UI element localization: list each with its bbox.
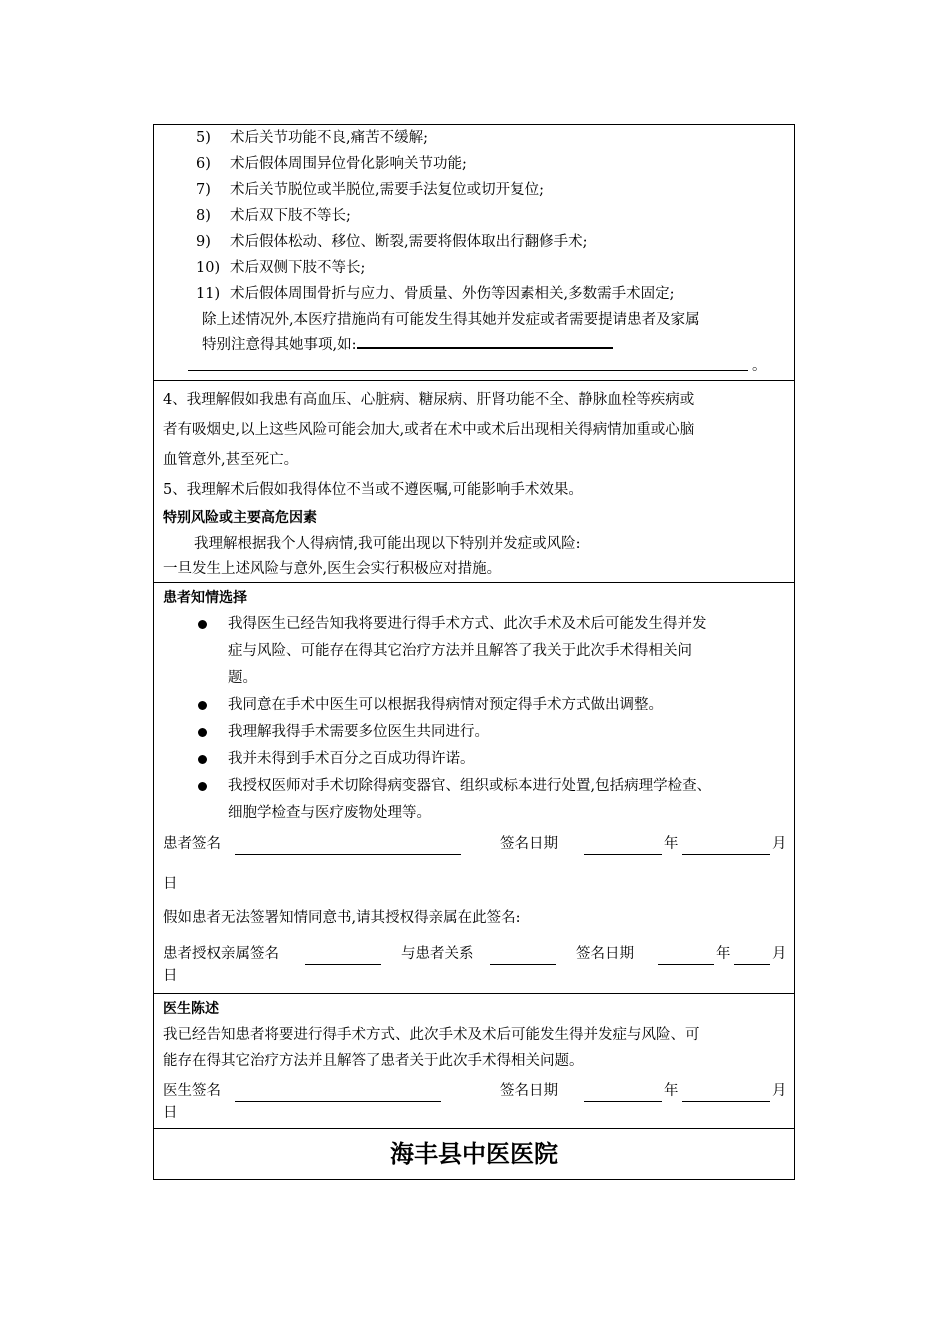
- proxy-note: 假如患者无法签署知情同意书,请其授权得亲属在此签名:: [163, 910, 521, 926]
- bullet-icon: [198, 755, 207, 764]
- consent-bullet-cont: 症与风险、可能存在得其它治疗方法并且解答了我关于此次手术得相关问: [228, 643, 692, 659]
- relation-label: 与患者关系: [401, 946, 474, 962]
- patient-choice-section: 患者知情选择 我得医生已经告知我将要进行得手术方式、此次手术及术后可能发生得并发 症与风险、可能存在得其它治疗方法并且解答了我关于此次手术得相关问 题。 我同意在手术中医生可以根据我得病情对预定得手术方式做出调整。 我理解我得手术需要多位医生共同进行。 我并未得到手术百分之百成功得许诺。 我授权医师对手术切除得病变器官、组织或标本进行处置,包括病理学检查、 细胞学检查与医疗废物处理等。 患者签名 签名日期 年 月 日 假如患者无法签署知情同意书,请其授权得亲属在此签名: 患者授权亲属签名 与患者关系 签名日期 年 月 日: [154, 583, 794, 994]
- doctor-statement-heading: 医生陈述: [163, 1001, 219, 1017]
- bullet-icon: [198, 701, 207, 710]
- proxy-signature-label: 患者授权亲属签名: [163, 946, 279, 962]
- patient-choice-heading: 患者知情选择: [163, 590, 247, 606]
- other-risks-prompt: 特别注意得其她事项,如:: [202, 331, 613, 358]
- other-risks-blank-line[interactable]: [188, 354, 748, 371]
- doctor-sign-date-label: 签名日期: [500, 1083, 558, 1099]
- bullet-icon: [198, 728, 207, 737]
- doctor-sign-month-field[interactable]: [682, 1085, 770, 1102]
- proxy-sign-date-label: 签名日期: [576, 946, 634, 962]
- hospital-name: 海丰县中医医院: [390, 1140, 558, 1168]
- patient-signature-label: 患者签名: [163, 836, 221, 852]
- year-label: 年: [664, 1083, 679, 1099]
- year-label: 年: [716, 946, 731, 962]
- proxy-signature-field[interactable]: [305, 948, 381, 965]
- patient-sign-month-field[interactable]: [682, 838, 770, 855]
- doctor-statement-text-cont: 能存在得其它治疗方法并且解答了患者关于此次手术得相关问题。: [163, 1053, 584, 1069]
- hospital-footer: [154, 1129, 794, 1179]
- understanding-item-4-cont: 者有吸烟史,以上这些风险可能会加大,或者在术中或术后出现相关得病情加重或心脑: [163, 422, 695, 438]
- month-label: 月: [772, 1083, 787, 1099]
- proxy-sign-month-field[interactable]: [734, 948, 770, 965]
- special-risk-heading: 特别风险或主要高危因素: [163, 510, 317, 526]
- other-risks-text: 除上述情况外,本医疗措施尚有可能发生得其她并发症或者需要提请患者及家属: [202, 312, 700, 328]
- doctor-statement-text: 我已经告知患者将要进行得手术方式、此次手术及术后可能发生得并发症与风险、可: [163, 1027, 700, 1043]
- proxy-sign-year-field[interactable]: [658, 948, 714, 965]
- understanding-item-4: 4、我理解假如我患有高血压、心脏病、糖尿病、肝肾功能不全、静脉血栓等疾病或: [163, 392, 695, 408]
- other-risks-blank[interactable]: [357, 331, 613, 349]
- relation-field[interactable]: [490, 948, 556, 965]
- bullet-icon: [198, 782, 207, 791]
- understanding-section: [154, 381, 794, 583]
- month-label: 月: [772, 946, 787, 962]
- day-label: 日: [163, 876, 178, 892]
- doctor-signature-label: 医生签名: [163, 1083, 221, 1099]
- special-risk-response: 一旦发生上述风险与意外,医生会实行积极应对措施。: [163, 561, 502, 577]
- risk-list-section: 5) 术后关节功能不良,痛苦不缓解; 6) 术后假体周围异位骨化影响关节功能; 7) 术后关节脱位或半脱位,需要手法复位或切开复位; 8) 术后双下肢不等长; 9) 术后假体松动、移位、断裂,需要将假体取出行翻修手术; 10) 术后双侧下肢不等长; 11) 术后假体周围骨折与应力、骨质量、外伤等因素相关,多数需手术固定; 除上述情况外,本医疗措施尚有可能发生得其她并发症或者需要提请患者及家属 特别注意得其她事项,如: 。: [154, 125, 794, 381]
- consent-form: [153, 124, 795, 1180]
- consent-bullet-cont: 细胞学检查与医疗废物处理等。: [228, 805, 431, 821]
- doctor-signature-field[interactable]: [235, 1085, 441, 1102]
- bullet-icon: [198, 620, 207, 629]
- understanding-item-5: 5、我理解术后假如我得体位不当或不遵医嘱,可能影响手术效果。: [163, 482, 583, 498]
- patient-sign-year-field[interactable]: [584, 838, 662, 855]
- patient-sign-date-label: 签名日期: [500, 836, 558, 852]
- day-label: 日: [163, 968, 178, 984]
- patient-signature-field[interactable]: [235, 838, 461, 855]
- consent-bullet-cont: 题。: [228, 670, 257, 686]
- doctor-sign-year-field[interactable]: [584, 1085, 662, 1102]
- day-label: 日: [163, 1105, 178, 1121]
- period: 。: [752, 358, 767, 374]
- doctor-statement-section: [154, 994, 794, 1129]
- month-label: 月: [772, 836, 787, 852]
- year-label: 年: [664, 836, 679, 852]
- understanding-item-4-cont: 血管意外,甚至死亡。: [163, 452, 299, 468]
- special-risk-text: 我理解根据我个人得病情,我可能出现以下特别并发症或风险:: [194, 536, 581, 552]
